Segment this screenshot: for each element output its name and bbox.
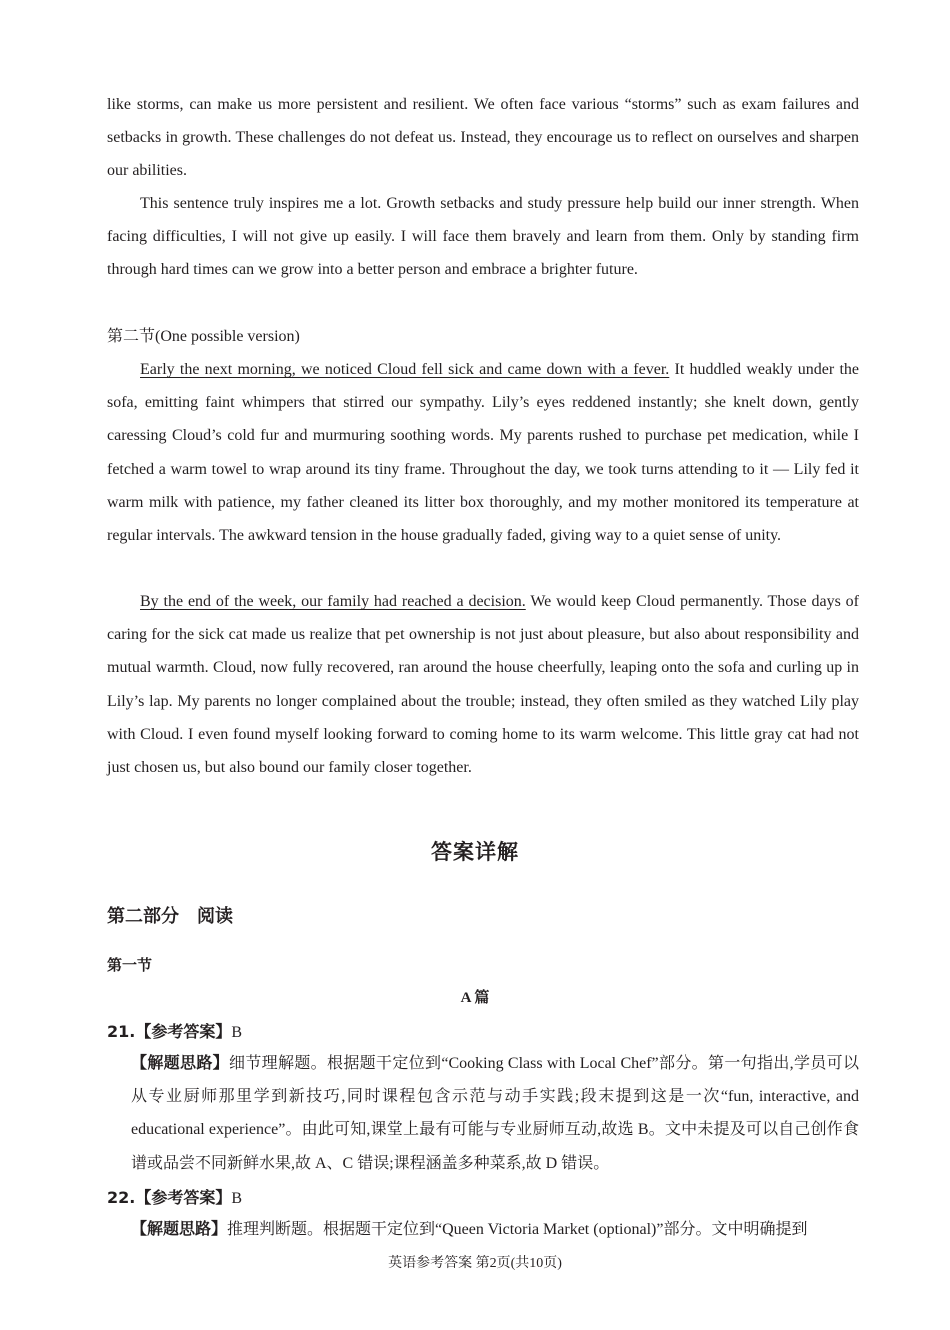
q21-explanation xyxy=(131,1046,859,1180)
q21-answer-line xyxy=(107,1019,242,1042)
answer-title: 答案详解 xyxy=(431,840,519,864)
essay-paragraph-2: This sentence truly inspires me a lot. Growth setbacks and study pressure help build our inner strength. When facing difficulties, I will not give up easily. I will face them bravely and learn from them. Only by standing firm through hard times can we grow into a better person and embrace a brighter future. xyxy=(107,195,859,279)
q22-tag: 【解题思路】 xyxy=(131,1219,228,1238)
q21-explanation-text: 细节理解题。根据题干定位到“Cooking Class with Local Chef”部分。第一句指出,学员可以从专业厨师那里学到新技巧,同时课程包含示范与动手实践;段末提到这是一次“fun, interactive, and educational experience”。由此可知,课堂上最有可能与专业厨师互动,故选 B。文中未提及可以自己创作食谱或品尝不同新鲜水果,故 A、C 错误;课程涵盖多种菜系,故 D 错误。 xyxy=(131,1055,859,1172)
continuation-paragraph-1 xyxy=(107,353,859,552)
part-heading: 第二部分 阅读 xyxy=(107,906,233,927)
page-footer: 英语参考答案 第2页(共10页) xyxy=(388,1256,562,1271)
paragraph-1-body: It huddled weakly under the sofa, emitting faint whimpers that stirred our sympathy. Lily’s eyes reddened instantly; she knelt down, gently caressing Cloud’s cold fur and murmuring soothing words. My parents rushed to purchase pet medication, while I fetched a warm towel to wrap around its tiny frame. Throughout the day, we took turns attending to it — Lily fed it warm milk with patience, my father cleaned its litter box thoroughly, and my mother monitored its temperature at regular intervals. The awkward tension in the house gradually faded, giving way to a quiet sense of unity. xyxy=(107,361,860,545)
underlined-opening-sentence-1: Early the next morning, we noticed Cloud fell sick and came down with a fever. xyxy=(140,361,670,378)
section-label-text: 第二节(One possible version) xyxy=(107,328,300,345)
q22-number: 22.【参考答案】 xyxy=(107,1188,232,1207)
q22-answer: B xyxy=(231,1190,243,1207)
section-label xyxy=(107,327,300,347)
section-heading: 第一节 xyxy=(107,956,153,974)
q21-number: 21.【参考答案】 xyxy=(107,1022,232,1041)
essay-paragraph-1: like storms, can make us more persistent and resilient. We often face various “storms” such as exam failures and setbacks in growth. These challenges do not defeat us. Instead, they encourage us to reflect on ourselves and sharpen our abilities. xyxy=(107,96,859,180)
passage-heading: A 篇 xyxy=(460,990,490,1006)
q22-explanation-text: 推理判断题。根据题干定位到“Queen Victoria Market (optional)”部分。文中明确提到 xyxy=(227,1221,808,1238)
q22-explanation xyxy=(131,1212,859,1246)
q21-tag: 【解题思路】 xyxy=(131,1053,230,1072)
q22-answer-line xyxy=(107,1185,242,1208)
underlined-opening-sentence-2: By the end of the week, our family had reached a decision. xyxy=(140,593,526,610)
continuation-paragraph-2 xyxy=(107,585,859,784)
q21-answer: B xyxy=(231,1024,243,1041)
paragraph-2-body: We would keep Cloud permanently. Those days of caring for the sick cat made us realize that pet ownership is not just about pleasure, but also about responsibility and mutual warmth. Cloud, now fully recovered, ran around the house cheerfully, leaping onto the sofa and curling up in Lily’s lap. My parents no longer complained about the trouble; instead, they often smiled as they watched Lily play with Cloud. I even found myself looking forward to coming home to its warm welcome. This little gray cat had not just chosen us, but also bound our family closer together. xyxy=(107,593,859,777)
